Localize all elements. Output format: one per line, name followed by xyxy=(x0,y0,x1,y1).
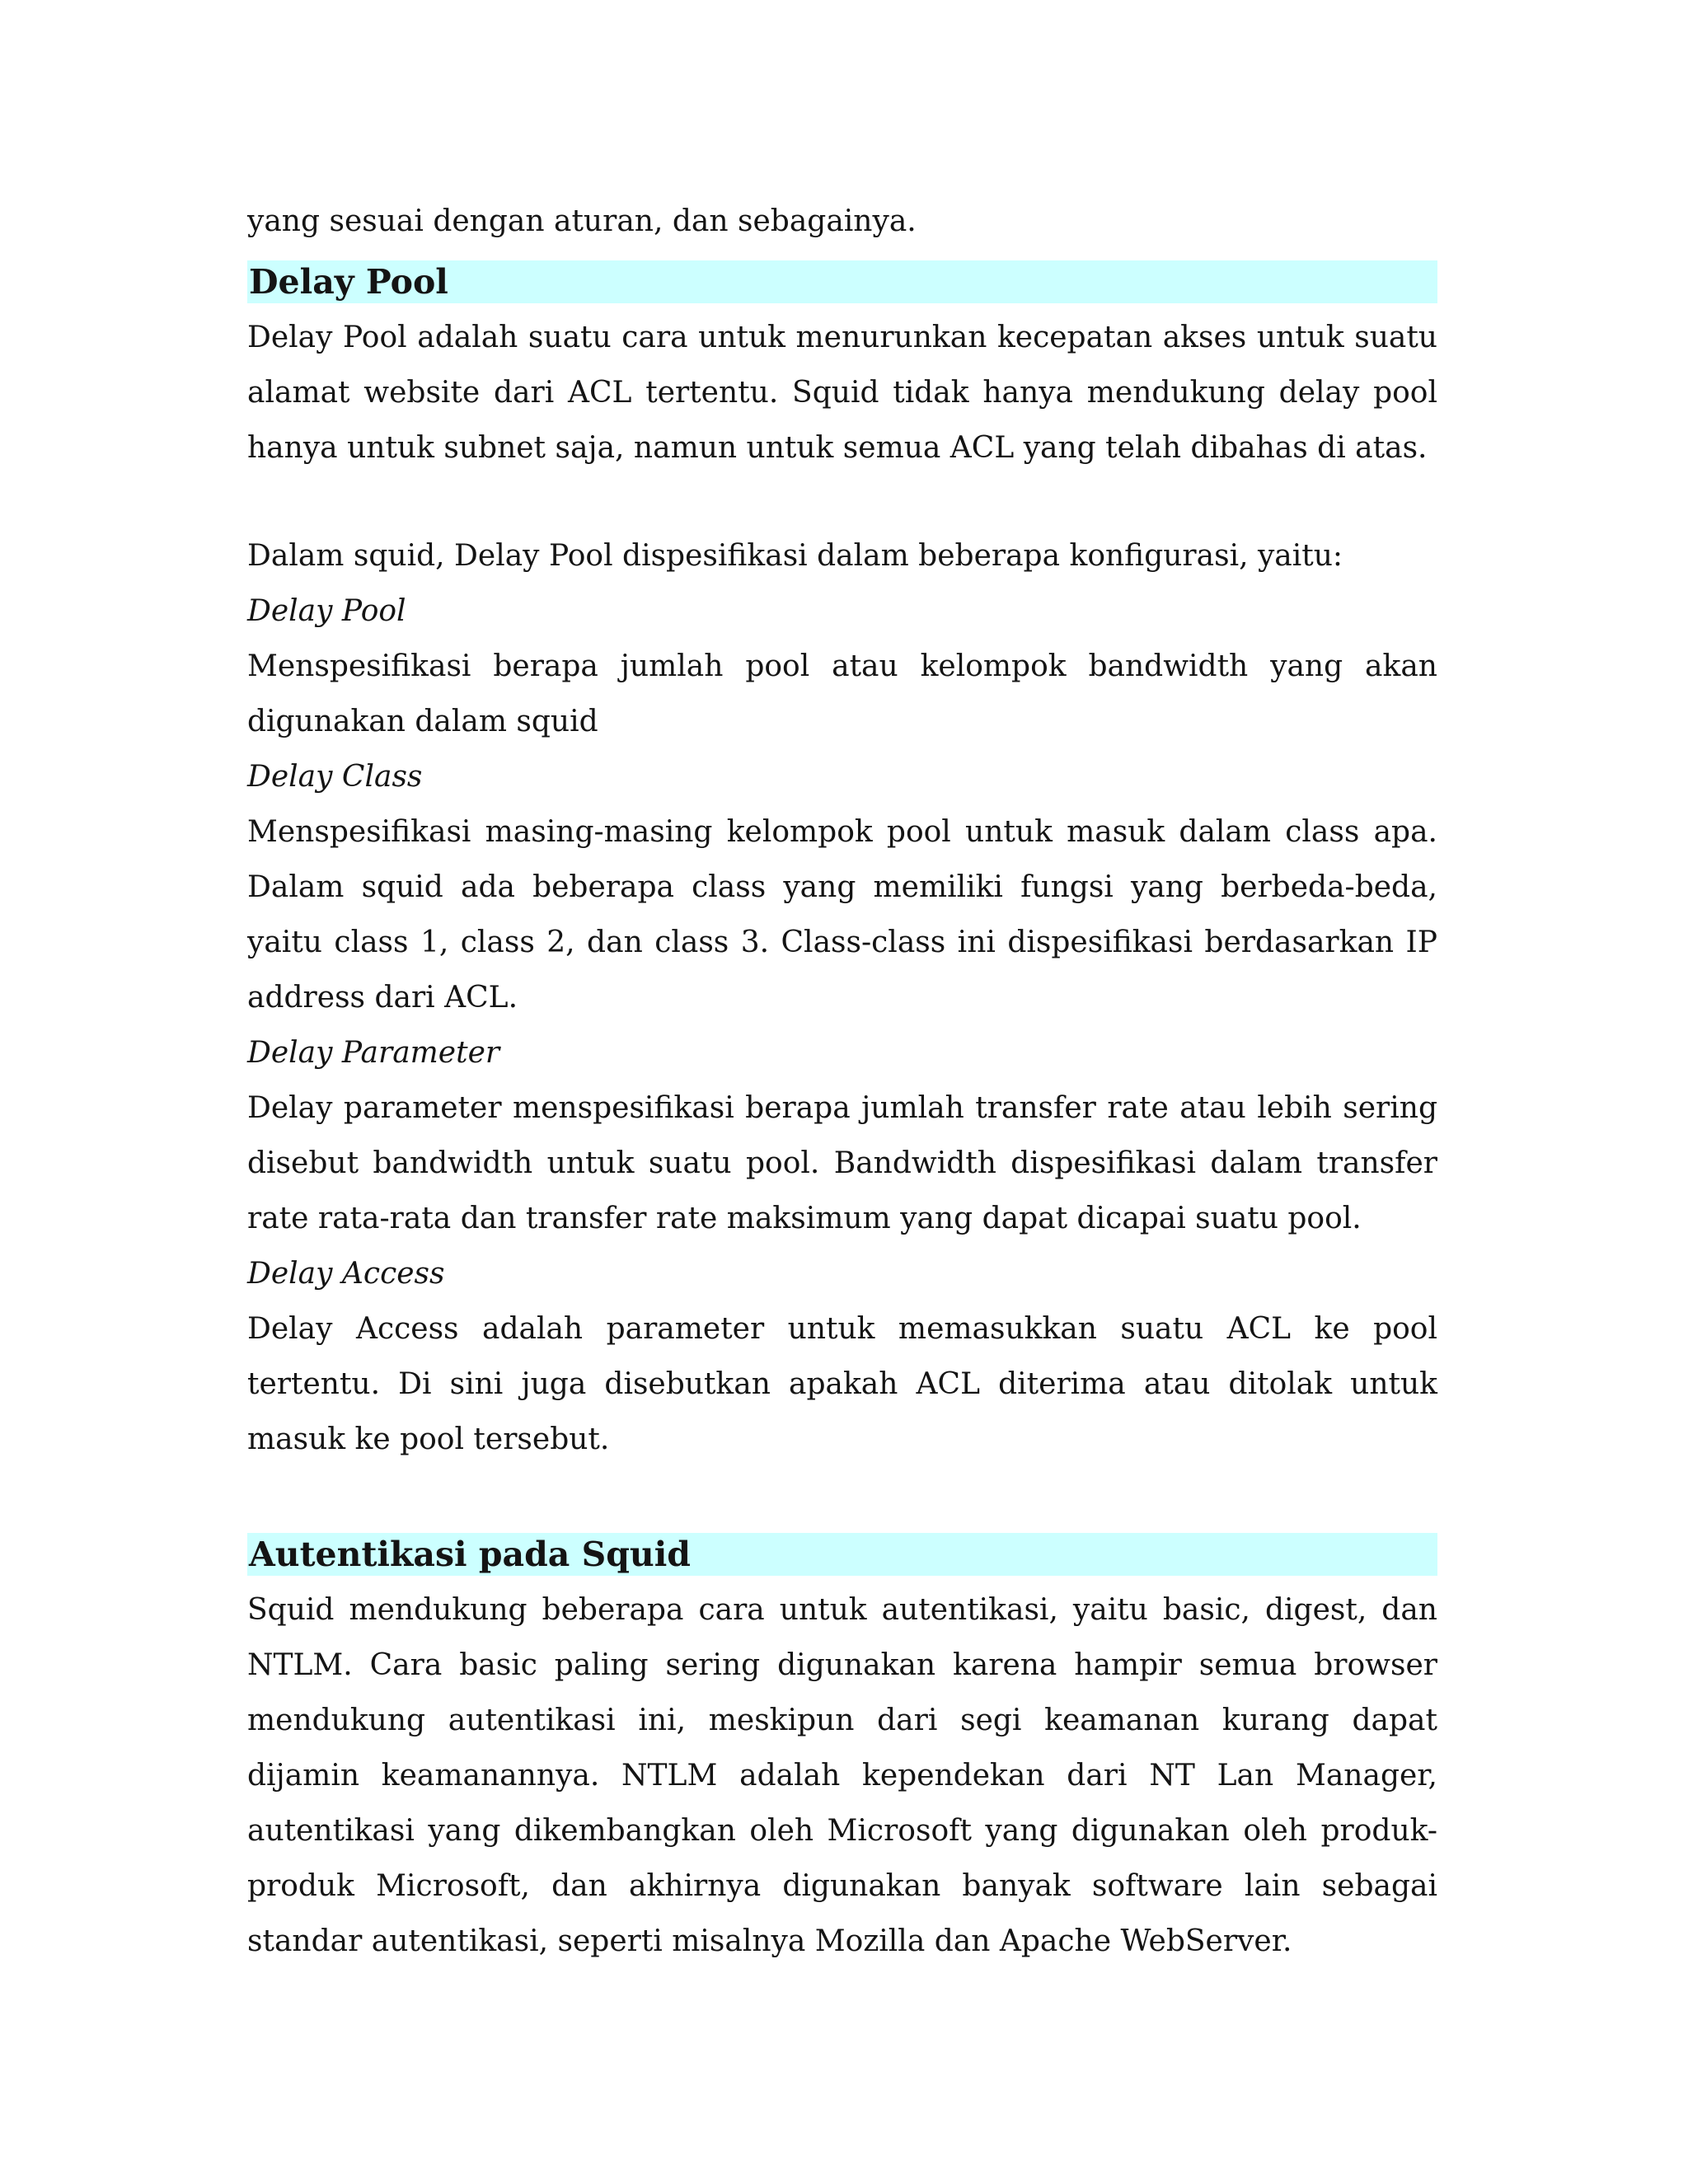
item-text-delay-pool: Menspesifikasi berapa jumlah pool atau kelompok bandwidth yang akan digunakan dalam squid xyxy=(247,649,1437,738)
item-label-delay-access: Delay Access xyxy=(247,1257,445,1291)
item-label-delay-parameter: Delay Parameter xyxy=(247,1036,500,1070)
spacer xyxy=(247,303,1437,310)
spacer xyxy=(247,1576,1437,1582)
delay-pool-paragraph-2: Dalam squid, Delay Pool dispesifikasi dalam beberapa konfigurasi, yaitu: xyxy=(247,539,1343,573)
delay-pool-paragraph-1: Delay Pool adalah suatu cara untuk menurunkan kecepatan akses untuk suatu alamat website dari ACL tertentu. Squid tidak hanya mendukung delay pool hanya untuk subnet saja, namun untuk semua ACL yang telah dibahas di atas. xyxy=(247,321,1437,465)
spacer xyxy=(247,1467,1437,1533)
spacer xyxy=(247,476,1437,528)
item-text-delay-access: Delay Access adalah parameter untuk memasukkan suatu ACL ke pool tertentu. Di sini juga disebutkan apakah ACL diterima atau ditolak untuk masuk ke pool tersebut. xyxy=(247,1312,1437,1456)
autentikasi-paragraph: Squid mendukung beberapa cara untuk autentikasi, yaitu basic, digest, dan NTLM. Cara basic paling sering digunakan karena hampir semua browser mendukung autentikasi ini, meskipun dari segi keamanan kurang dapat dijamin keamanannya. NTLM adalah kependekan dari NT Lan Manager, autentikasi yang dikembangkan oleh Microsoft yang digunakan oleh produk-produk Microsoft, dan akhirnya digunakan banyak software lain sebagai standar autentikasi, seperti misalnya Mozilla dan Apache WebServer. xyxy=(247,1593,1437,1958)
section-heading-delay-pool: Delay Pool xyxy=(247,260,1437,303)
section-heading-autentikasi: Autentikasi pada Squid xyxy=(247,1533,1437,1576)
spacer xyxy=(247,249,1437,260)
intro-continuation: yang sesuai dengan aturan, dan sebagainya. xyxy=(247,204,917,238)
document-page xyxy=(247,194,1437,1969)
item-text-delay-parameter: Delay parameter menspesifikasi berapa jumlah transfer rate atau lebih sering disebut bandwidth untuk suatu pool. Bandwidth dispesifikasi dalam transfer rate rata-rata dan transfer rate maksimum yang dapat dicapai suatu pool. xyxy=(247,1091,1437,1235)
item-label-delay-class: Delay Class xyxy=(247,760,423,794)
item-text-delay-class: Menspesifikasi masing-masing kelompok pool untuk masuk dalam class apa. Dalam squid ada beberapa class yang memiliki fungsi yang berbeda-beda, yaitu class 1, class 2, dan class 3. Class-class ini dispesifikasi berdasarkan IP address dari ACL. xyxy=(247,815,1437,1015)
item-label-delay-pool: Delay Pool xyxy=(247,594,406,628)
